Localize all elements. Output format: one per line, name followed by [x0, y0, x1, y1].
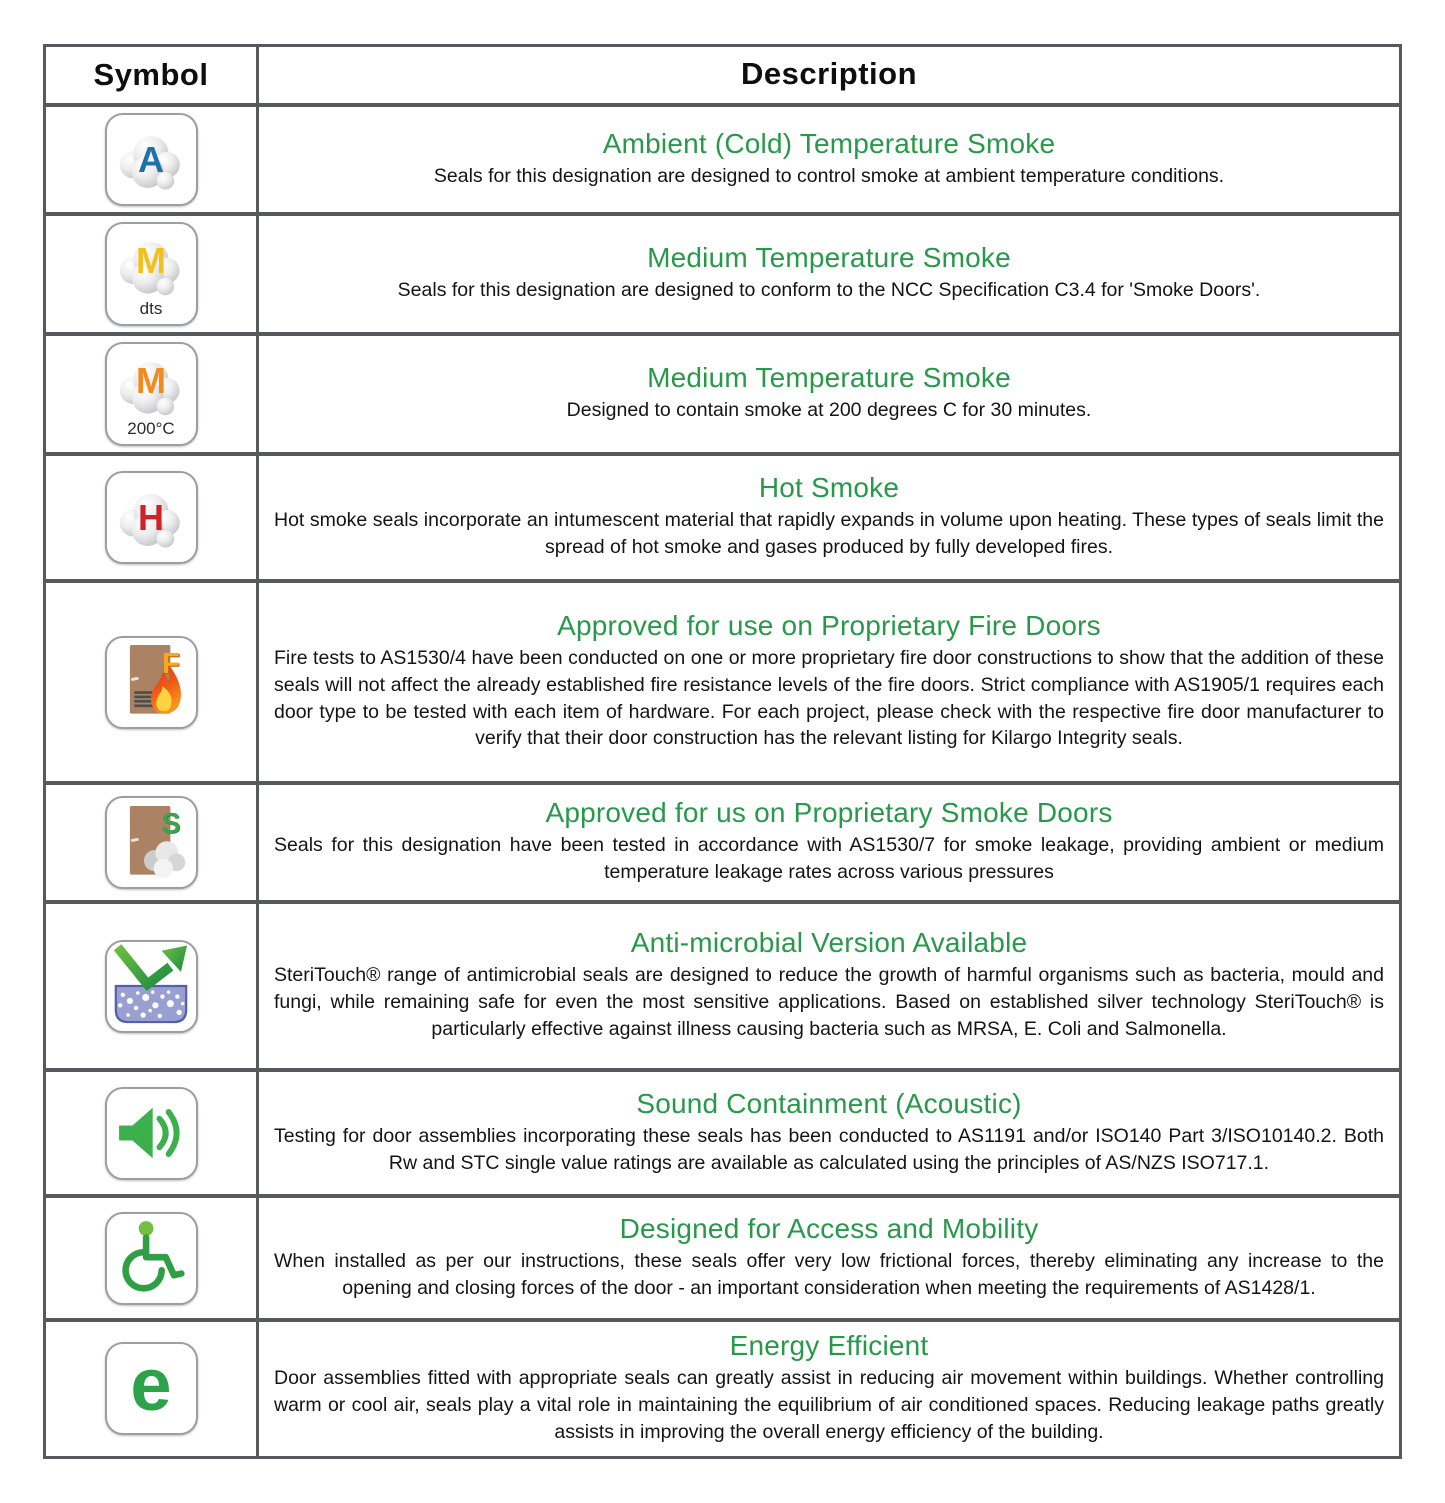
row-title: Ambient (Cold) Temperature Smoke	[602, 127, 1056, 159]
table-row	[46, 1318, 1399, 1456]
cloud-shape	[111, 234, 191, 296]
row-body: When installed as per our instructions, these seals offer very low frictional forces, thereby eliminating any increase to the opening and closing forces of the door - an important consideration when meeting the requirements of AS1428/1.	[274, 1249, 1384, 1299]
row-title: Approved for us on Proprietary Smoke Doors	[545, 797, 1113, 829]
cloud-letter: M	[136, 360, 166, 401]
description-cell	[259, 216, 1399, 332]
medium-smoke-dts-cloud-icon	[105, 222, 198, 326]
table-row	[46, 781, 1399, 900]
row-body: Designed to contain smoke at 200 degrees C for 30 minutes.	[566, 399, 1092, 422]
symbol-header-cell	[46, 47, 259, 103]
cloud-letter: A	[138, 139, 164, 180]
description-header-label: Description	[740, 56, 918, 91]
table-row	[46, 1068, 1399, 1194]
symbol-header-label: Symbol	[93, 57, 209, 92]
row-body: Seals for this designation are designed to control smoke at ambient temperature conditions.	[433, 164, 1225, 187]
description-cell	[259, 336, 1399, 452]
row-body: Seals for this designation are designed to conform to the NCC Specification C3.4 for 'Smoke Doors'.	[397, 279, 1261, 302]
row-title: Hot Smoke	[758, 472, 900, 504]
symbol-cell	[46, 216, 259, 332]
description-cell	[259, 1198, 1399, 1318]
symbols-table	[43, 44, 1402, 1459]
description-header-cell	[259, 47, 1399, 103]
energy-efficient-icon	[105, 1342, 198, 1435]
ambient-smoke-cloud-icon	[105, 113, 198, 206]
description-cell	[259, 904, 1399, 1068]
description-cell	[259, 785, 1399, 900]
symbol-cell	[46, 583, 259, 781]
table-row	[46, 212, 1399, 332]
table-row	[46, 1194, 1399, 1318]
table-header-row	[46, 47, 1399, 103]
row-body: Fire tests to AS1530/4 have been conducted on one or more proprietary fire door constructions to show that the addition of these seals will not affect the already established fire resistance levels of the fire doors. Strict compliance with AS1905/1 requires each door type to be tested with each item of hardware. For each project, please check with the respective fire door manufacturer to verify that their door construction has the relevant listing for Kilargo Integrity seals.	[274, 646, 1384, 750]
anti-microbial-shape	[107, 942, 195, 1030]
description-cell	[259, 107, 1399, 212]
row-title: Anti-microbial Version Available	[630, 927, 1028, 959]
wheelchair-icon	[105, 1212, 198, 1305]
symbol-cell	[46, 785, 259, 900]
dts-label: dts	[139, 299, 163, 318]
symbol-cell	[46, 107, 259, 212]
temperature-label: 200°C	[127, 419, 175, 438]
table-row	[46, 332, 1399, 452]
medium-smoke-200c-cloud-icon	[105, 342, 198, 446]
anti-microbial-icon	[105, 940, 198, 1033]
row-body: Seals for this designation have been tested in accordance with AS1530/7 for smoke leakage, providing ambient or medium temperature leakage rates across various pressures	[274, 834, 1384, 883]
hot-smoke-cloud-icon	[105, 471, 198, 564]
table-row	[46, 579, 1399, 781]
row-body: Testing for door assemblies incorporating these seals has been conducted to AS1191 and/or ISO140 Part 3/ISO10140.2. Both Rw and STC single value ratings are available as calculated using the principles of AS/NZS ISO717.1.	[274, 1124, 1384, 1174]
table-row	[46, 103, 1399, 212]
fire-door-icon	[105, 636, 198, 729]
wheelchair-shape	[110, 1217, 192, 1299]
row-body: Door assemblies fitted with appropriate seals can greatly assist in reducing air movement within buildings. Whether controlling warm or cool air, seals play a vital role in maintaining the equilibrium of air conditioned spaces. Reducing leakage paths greatly assists in improving the overall energy efficiency of the building.	[274, 1367, 1384, 1443]
door-letter: F	[162, 647, 180, 680]
smoke-door-icon	[105, 796, 198, 889]
cloud-letter: H	[138, 497, 164, 538]
row-body: Hot smoke seals incorporate an intumescent material that rapidly expands in volume upon heating. These types of seals limit the spread of hot smoke and gases produced by fully developed fires.	[274, 509, 1384, 558]
row-title: Energy Efficient	[729, 1330, 929, 1361]
speaker-icon	[105, 1087, 198, 1180]
cloud-letter: M	[136, 240, 166, 281]
cloud-shape	[111, 486, 191, 550]
smoke-door-shape	[107, 799, 195, 887]
cloud-shape	[111, 128, 191, 192]
symbol-cell	[46, 456, 259, 579]
symbol-cell	[46, 904, 259, 1068]
description-cell	[259, 583, 1399, 781]
table-row	[46, 900, 1399, 1068]
symbol-cell	[46, 1072, 259, 1194]
row-title: Approved for use on Proprietary Fire Doors	[557, 609, 1101, 641]
speaker-shape	[109, 1091, 193, 1175]
symbol-cell	[46, 1198, 259, 1318]
description-cell	[259, 456, 1399, 579]
row-title: Designed for Access and Mobility	[619, 1212, 1039, 1244]
cloud-shape	[111, 354, 191, 416]
symbol-cell	[46, 1322, 259, 1456]
e-letter: e	[130, 1342, 172, 1426]
table-row	[46, 452, 1399, 579]
row-title: Medium Temperature Smoke	[647, 362, 1011, 394]
row-title: Medium Temperature Smoke	[647, 242, 1011, 274]
door-letter: S	[161, 808, 181, 840]
description-cell	[259, 1322, 1399, 1456]
fire-door-shape	[107, 638, 195, 726]
row-title: Sound Containment (Acoustic)	[636, 1087, 1022, 1119]
symbol-cell	[46, 336, 259, 452]
row-body: SteriTouch® range of antimicrobial seals are designed to reduce the growth of harmful organisms such as bacteria, mould and fungi, while remaining safe for even the most sensitive applications. Based on established silver technology SteriTouch® is particularly effective against illness causing bacteria such as MRSA, E. Coli and Salmonella.	[274, 964, 1384, 1040]
description-cell	[259, 1072, 1399, 1194]
